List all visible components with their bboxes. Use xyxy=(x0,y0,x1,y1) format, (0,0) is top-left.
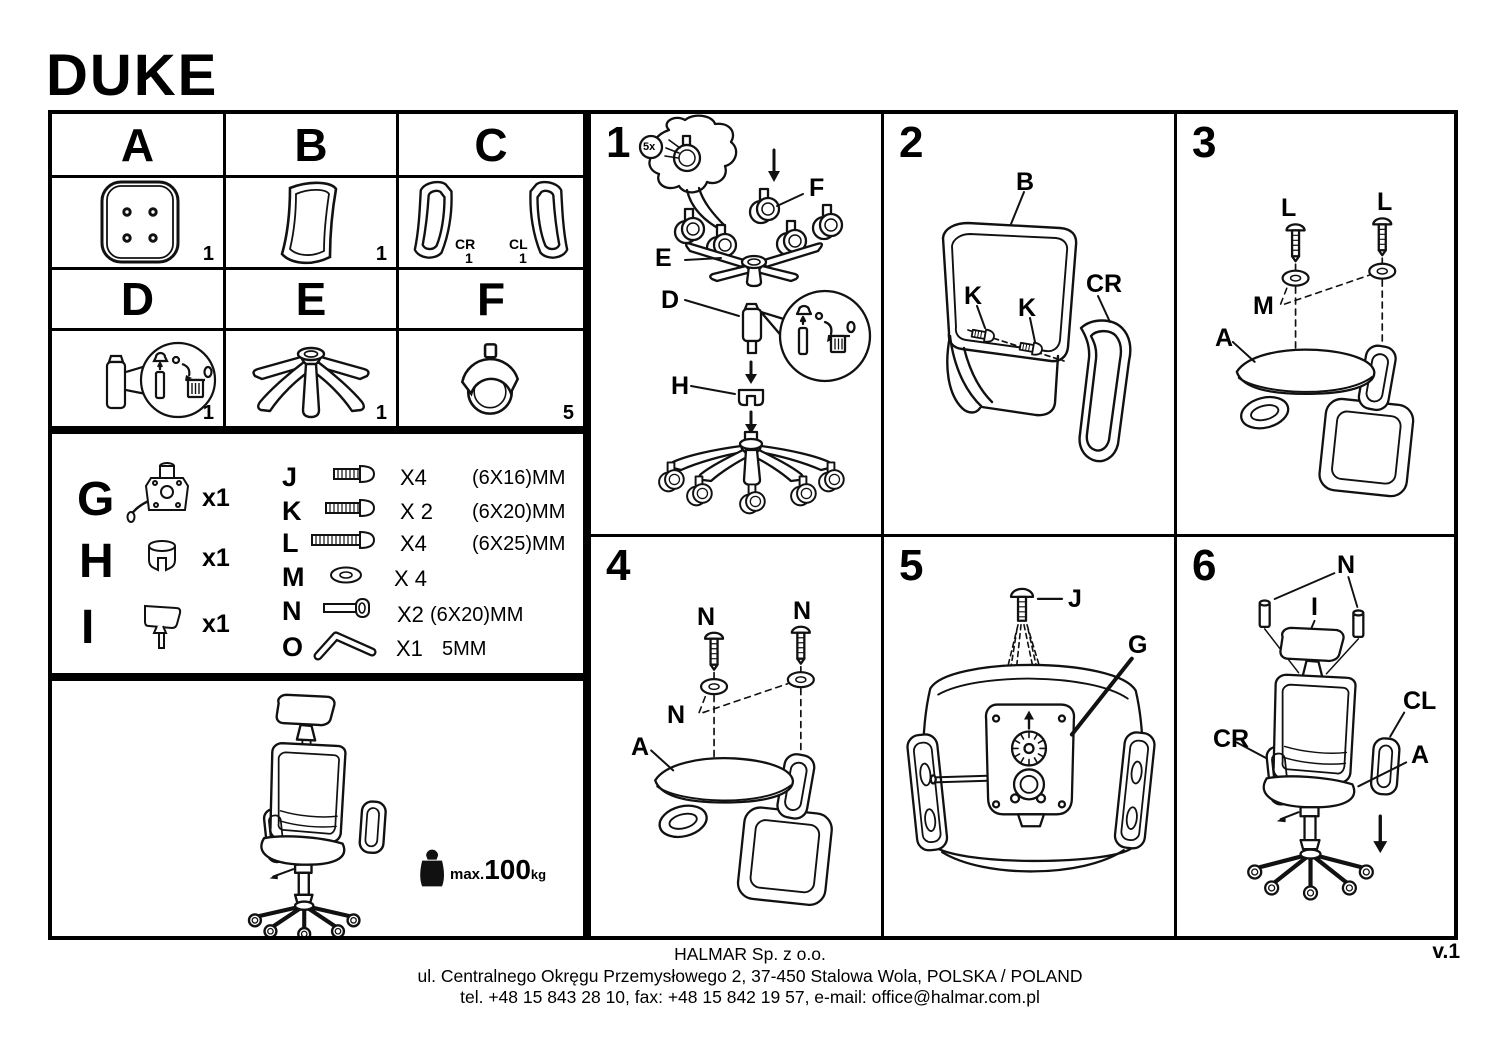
fastener-letter-j: J xyxy=(282,462,298,492)
armrest-frames-icon xyxy=(399,178,583,267)
screw-j-icon xyxy=(320,460,384,488)
label-cr: CR xyxy=(1213,725,1250,753)
fastener-size-l: (6X25)MM xyxy=(472,533,566,555)
fastener-qty-k: X 2 xyxy=(400,499,434,524)
fastener-letter-k: K xyxy=(282,496,302,526)
part-header-a: A xyxy=(52,114,226,178)
step-number: 2 xyxy=(899,118,924,167)
label-k2: K xyxy=(1018,294,1037,322)
clip-icon xyxy=(140,538,184,580)
subpart-qty-cl: 1 xyxy=(519,250,527,266)
fastener-qty-o: X1 xyxy=(396,636,423,661)
part-header-c: C xyxy=(399,114,583,178)
part-qty: 1 xyxy=(375,243,387,265)
mechanism-icon xyxy=(124,458,210,528)
screw-l-icon xyxy=(304,526,386,554)
step-3-panel xyxy=(1177,114,1454,537)
screw-k-icon xyxy=(314,494,384,522)
parts-table xyxy=(48,110,587,430)
label-l2: L xyxy=(1377,188,1393,216)
footer xyxy=(0,944,1500,1009)
step-5-panel xyxy=(884,537,1177,936)
part-cell-f xyxy=(399,331,583,426)
fastener-letter-n: N xyxy=(282,596,302,626)
subpart-label-cr: CR xyxy=(455,236,476,252)
step-number: 3 xyxy=(1192,118,1217,167)
step-number: 1 xyxy=(606,118,631,167)
weight-limit xyxy=(450,854,546,886)
subpart-label-cl: CL xyxy=(509,236,528,252)
assembly-steps xyxy=(587,110,1458,940)
headrest-icon xyxy=(136,602,186,652)
washer-icon xyxy=(324,562,368,588)
part-cell-d xyxy=(52,331,226,426)
hardware-qty-h: x1 xyxy=(202,544,230,572)
fastener-letter-m: M xyxy=(282,562,305,592)
page-title: DUKE xyxy=(46,43,219,108)
step-number: 4 xyxy=(606,541,631,590)
hardware-box xyxy=(48,430,587,677)
label-d: D xyxy=(661,286,680,314)
part-cell-c xyxy=(399,178,583,270)
step1-illustration xyxy=(591,114,881,534)
step-6-panel xyxy=(1177,537,1454,936)
fastener-letter-o: O xyxy=(282,632,304,662)
seat-top-view-icon xyxy=(52,178,223,267)
label-n1: N xyxy=(697,603,716,631)
fastener-size-o: 5MM xyxy=(442,638,487,660)
backrest-frame-icon xyxy=(226,178,396,267)
label-g: G xyxy=(1128,631,1148,659)
label-e: E xyxy=(655,244,672,272)
label-m: M xyxy=(1253,292,1274,320)
hardware-letter-g: G xyxy=(77,473,115,526)
subpart-qty-cr: 1 xyxy=(465,250,473,266)
finished-chair-box xyxy=(48,677,587,940)
label-b: B xyxy=(1016,168,1035,196)
label-n2: N xyxy=(793,597,812,625)
version-label: v.1 xyxy=(1432,940,1460,963)
part-qty: 5 xyxy=(562,402,574,424)
step-number: 6 xyxy=(1192,541,1217,590)
label-n3: N xyxy=(667,701,686,729)
part-header-e: E xyxy=(226,270,399,331)
label-i: I xyxy=(1311,593,1318,621)
fastener-letter-l: L xyxy=(282,528,299,558)
hardware-letter-h: H xyxy=(79,535,114,588)
fastener-qty-m: X 4 xyxy=(394,566,428,591)
part-header-d: D xyxy=(52,270,226,331)
footer-contact: tel. +48 15 843 28 10, fax: +48 15 842 19 57, e-mail: office@halmar.com.pl xyxy=(460,987,1040,1007)
gas-lift-icon xyxy=(52,331,223,426)
bubble-count: 5x xyxy=(643,141,656,153)
part-cell-a xyxy=(52,178,226,270)
footer-address: ul. Centralnego Okręgu Przemysłowego 2, 37-450 Stalowa Wola, POLSKA / POLAND xyxy=(417,965,1083,986)
part-qty: 1 xyxy=(202,243,214,265)
footer-company: HALMAR Sp. z o.o. xyxy=(674,944,826,964)
weight-prefix: max. xyxy=(450,866,485,883)
fastener-qty-l: X4 xyxy=(400,531,427,556)
hardware-letter-i: I xyxy=(81,601,95,654)
caster-icon xyxy=(399,331,583,426)
label-cl: CL xyxy=(1403,687,1437,715)
label-n: N xyxy=(1337,551,1356,579)
weight-icon xyxy=(420,850,444,887)
assembled-chair-illustration xyxy=(52,681,583,936)
weight-value: 100 xyxy=(484,854,531,885)
step-number: 5 xyxy=(899,541,924,590)
hardware-qty-i: x1 xyxy=(202,610,230,638)
fastener-size-k: (6X20)MM xyxy=(472,501,566,523)
step-2-panel xyxy=(884,114,1177,537)
weight-unit: kg xyxy=(530,867,547,882)
label-a: A xyxy=(631,733,650,761)
hardware-qty-g: x1 xyxy=(202,484,230,512)
fastener-size-n: (6X20)MM xyxy=(430,604,524,626)
label-a: A xyxy=(1411,741,1430,769)
label-a: A xyxy=(1215,324,1234,352)
label-k1: K xyxy=(964,282,983,310)
bolt-n-icon xyxy=(316,594,382,622)
fastener-qty-n: X2 xyxy=(397,602,424,627)
label-cr: CR xyxy=(1086,270,1123,298)
part-cell-e xyxy=(226,331,399,426)
part-qty: 1 xyxy=(375,402,387,424)
base-star-icon xyxy=(226,331,396,426)
label-j: J xyxy=(1068,585,1082,613)
fastener-size-j: (6X16)MM xyxy=(472,467,566,489)
part-header-b: B xyxy=(226,114,399,178)
part-cell-b xyxy=(226,178,399,270)
label-f: F xyxy=(809,174,825,202)
step-1-panel xyxy=(591,114,884,537)
label-h: H xyxy=(671,372,690,400)
label-l1: L xyxy=(1281,194,1297,222)
allen-key-icon xyxy=(310,628,388,664)
part-qty: 1 xyxy=(202,402,214,424)
fastener-qty-j: X4 xyxy=(400,465,427,490)
part-header-f: F xyxy=(399,270,583,331)
step-4-panel xyxy=(591,537,884,936)
step5-illustration xyxy=(884,537,1174,936)
